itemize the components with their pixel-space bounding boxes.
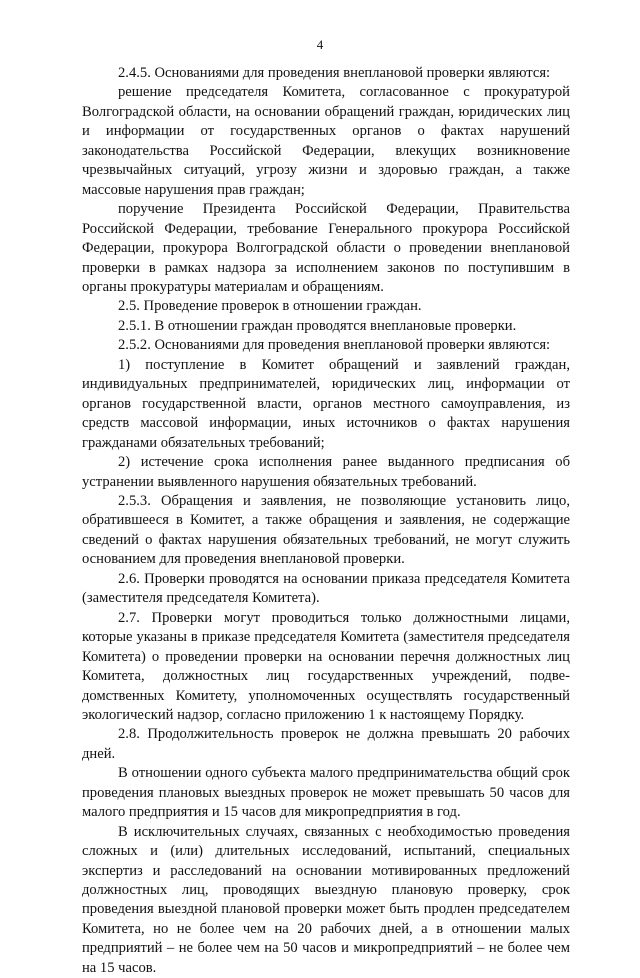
- document-body: [82, 64, 570, 978]
- paragraph-2-6: 2.6. Проверки проводятся на основании приказа председателя Комитета (заместителя председателя Комитета).: [82, 570, 570, 607]
- paragraph-2-7: 2.7. Проверки могут проводиться только должностными лицами, которые указаны в приказе председателя Комитета (заместителя председателя Комитета) о проведении проверки на основании перечня должностных лиц Комитета, должностных лиц государственных учреждений, подведомственных Комитету, уполномоченных осуществлять государственный экологический надзор, согласно приложению 1 к настоящему Порядку.: [82, 609, 570, 723]
- paragraph-2-5: 2.5. Проведение проверок в отношении граждан.: [118, 298, 422, 315]
- paragraph-2-5-2: 2.5.2. Основаниями для проведения внеплановой проверки являются:: [118, 337, 551, 354]
- paragraph-item-2: 2) истечение срока исполнения ранее выданного предписания об устранении выявленного нарушения обязательных требований.: [82, 454, 570, 490]
- paragraph-2-8: 2.8. Продолжительность проверок не должна превышать 20 рабочих дней.: [82, 726, 570, 762]
- paragraph-exceptional-cases: В исключительных случаях, связанных с необходимостью проведения сложных и (или) длительных исследований, испытаний, специальных экспертиз и расследований на основании мотивированных предложений должностных лиц, проводящих выездную плановую проверку, срок проведения выездной плановой проверки может быть продлен председателем Комитета, но не более чем на 20 рабочих дней, а в отношении малых предприятий – не более чем на 50 часов и микропредприятий – не более чем на 15 часов.: [82, 823, 570, 976]
- paragraph-small-business: В отношении одного субъекта малого предпринимательства общий срок проведения плановых выездных проверок не может превышать 50 часов для малого предприятия и 15 часов для микропредприятия в год.: [82, 765, 570, 821]
- paragraph-president-order: поручение Президента Российской Федерации, Правительства Российской Федерации, требование Генерального прокурора Российской Федерации, прокурора Волгоградской области о проведении внеплановой проверки в рамках надзора за исполнением законов по поступившим в органы прокуратуры материалам и обращениям.: [82, 201, 570, 295]
- paragraph-2-5-3: 2.5.3. Обращения и заявления, не позволяющие установить лицо, обратившееся в Комитет, а также обращения и заявления, не содержащие сведений о фактах нарушения обязательных требований, не могут служить основанием для проведения внеплановой проверки.: [82, 492, 570, 568]
- page-number: 4: [316, 37, 324, 52]
- paragraph-2-5-1: 2.5.1. В отношении граждан проводятся внеплановые проверки.: [118, 317, 517, 334]
- paragraph-2-4-5: 2.4.5. Основаниями для проведения внеплановой проверки являются:: [118, 65, 551, 81]
- paragraph-committee-decision: решение председателя Комитета, согласованное с прокуратурой Волгоградской области, на основании обращений граждан, юридических лиц и информации от государственных органов о фактах нарушений законодательства Российской Федерации, влекущих возникновение чрезвычайных ситуаций, угрозу жизни и здоровью граждан, а также массовые нарушения прав граждан;: [82, 84, 570, 198]
- paragraph-item-1: 1) поступление в Комитет обращений и заявлений граждан, индивидуальных предпринимателей, юридических лиц, информации от органов государственной власти, органов местного самоуправления, из средств массовой информации, иных источников о фактах нарушения гражданами обязательных требований;: [82, 356, 570, 451]
